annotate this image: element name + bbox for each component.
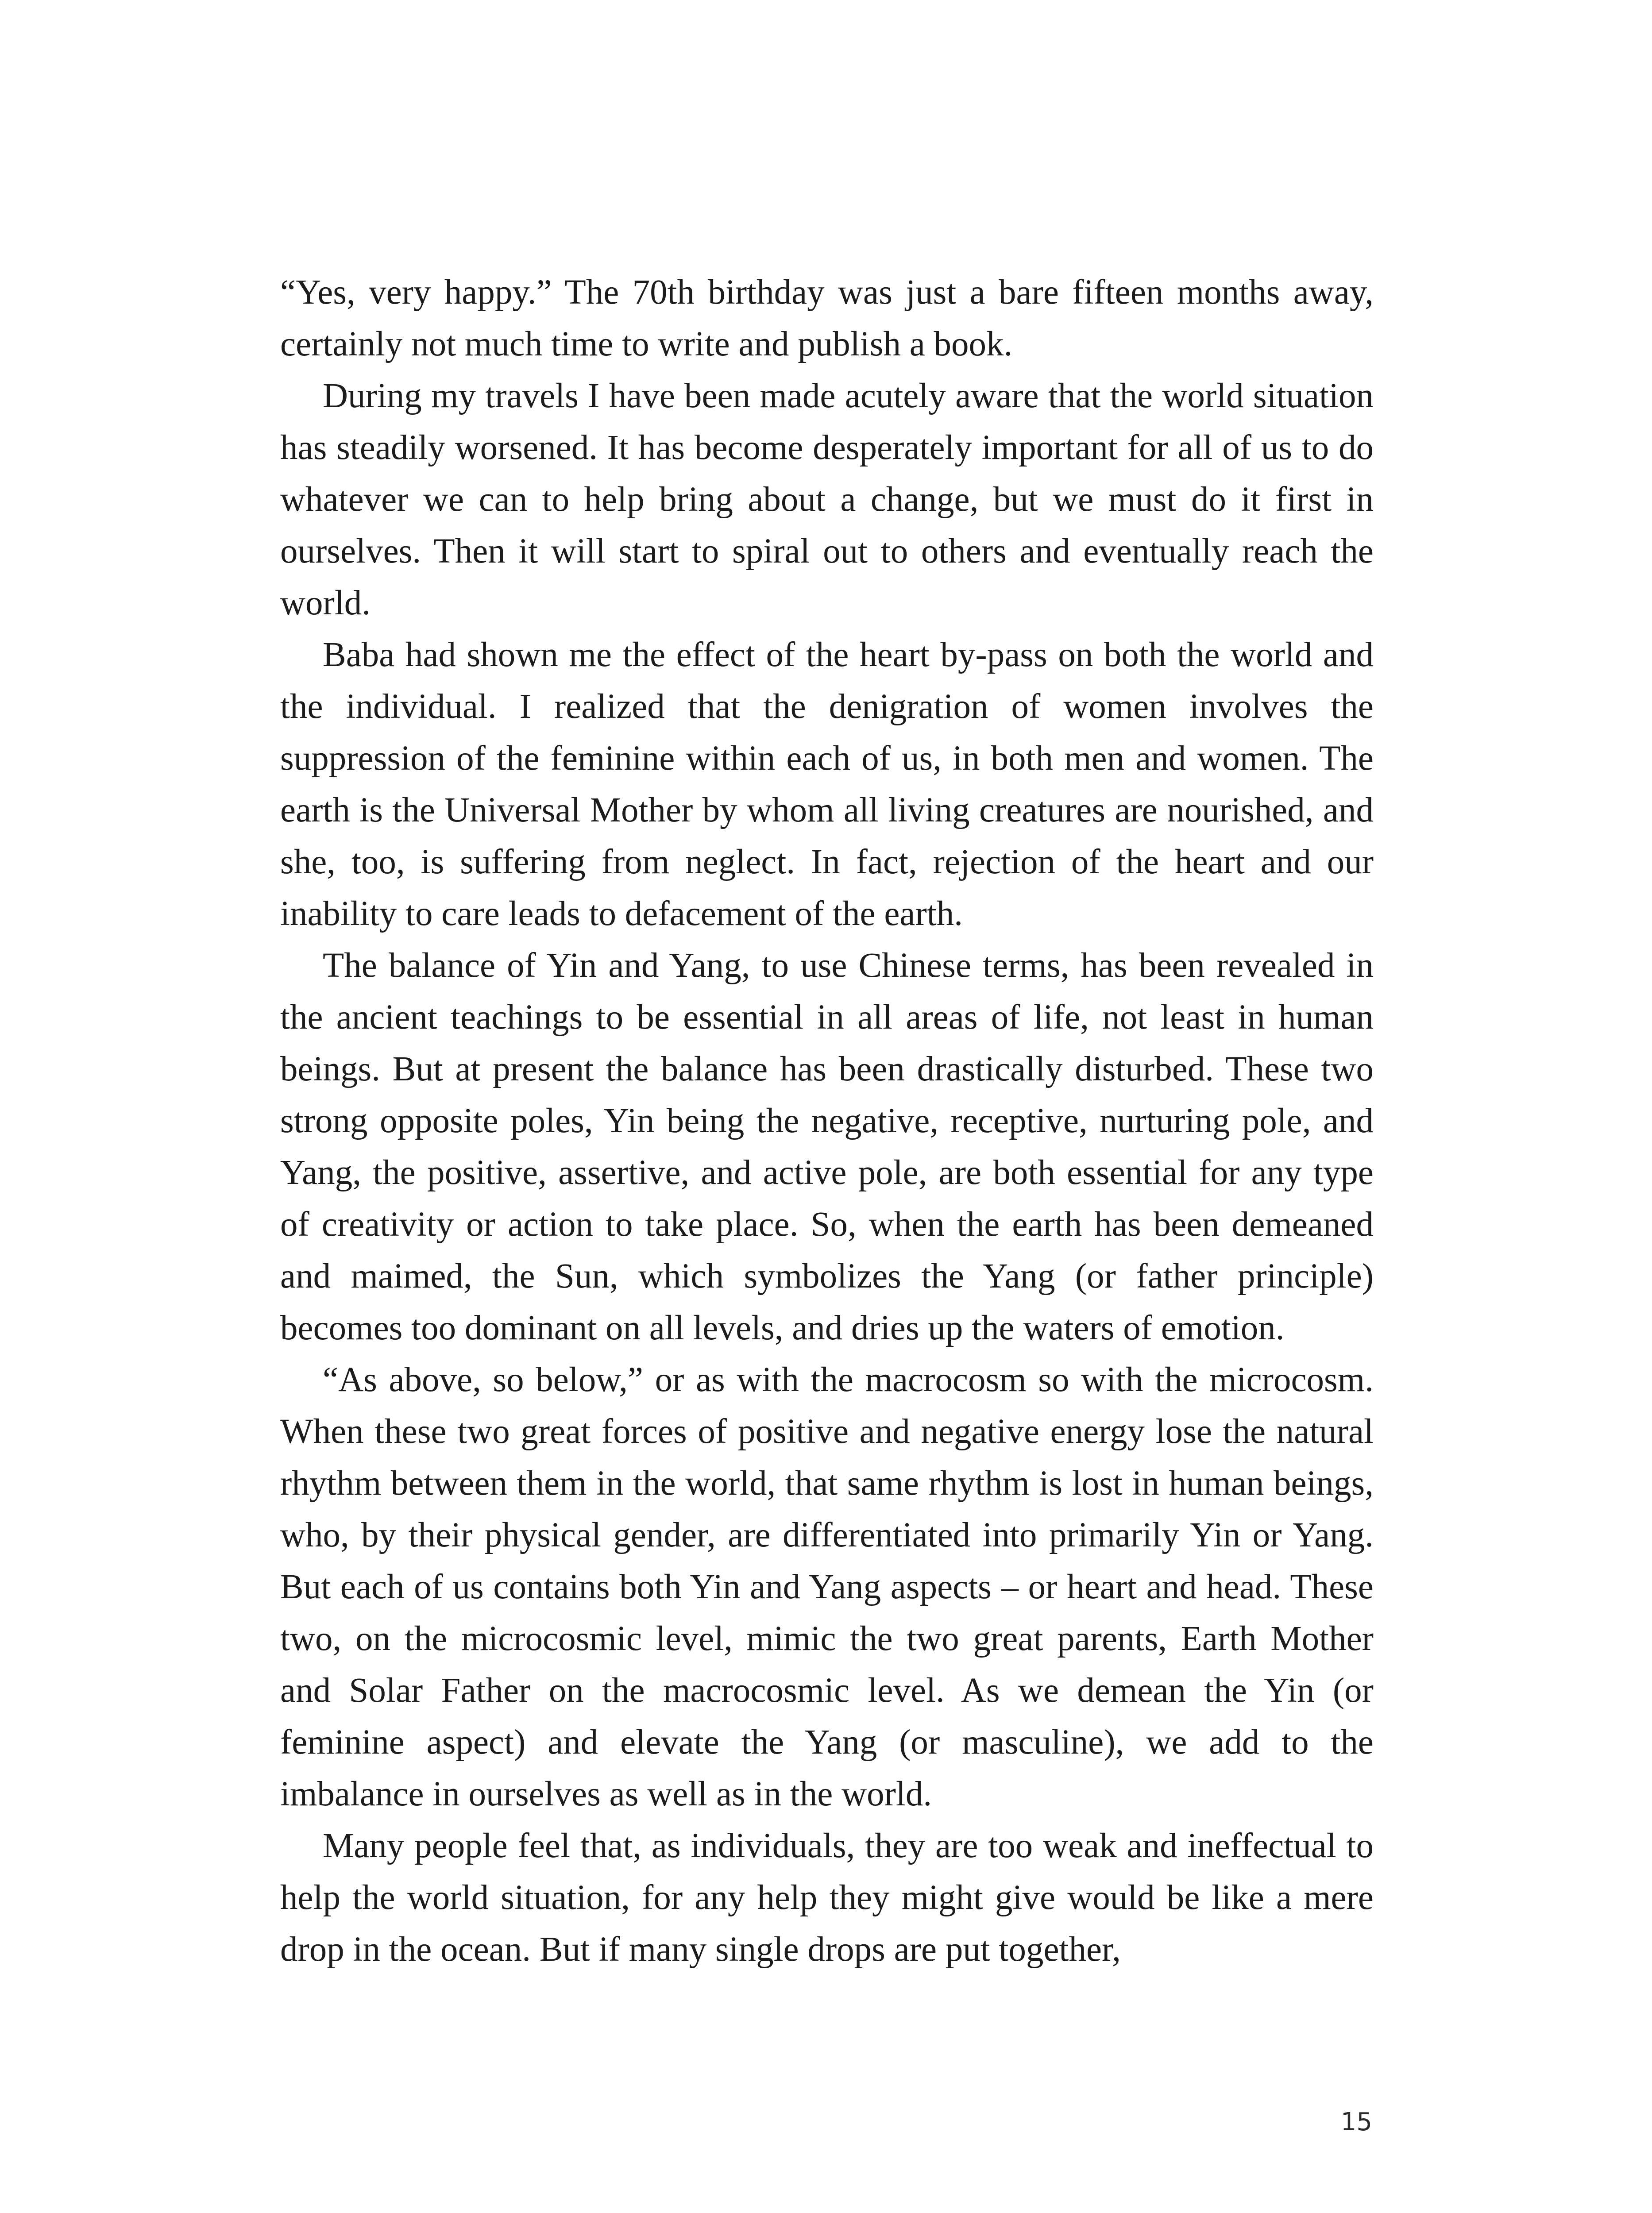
paragraph-4: The balance of Yin and Yang, to use Chinese terms, has been revealed in the ancient teachings to be essential in all areas of life, not least in human beings. But at present the balance has been drastically disturbed. These two strong opposite poles, Yin being the negative, receptive, nurturing pole, and Yang, the positive, assertive, and active pole, are both essential for any type of creativity or action to take place. So, when the earth has been demeaned and maimed, the Sun, which symbolizes the Yang (or father principle) becomes too dominant on all levels, and dries up the waters of emotion. (280, 946, 1374, 1347)
paragraph-2: During my travels I have been made acutely aware that the world situation has steadily worsened. It has become desperately important for all of us to do whatever we can to help bring about a change, but we must do it first in ourselves. Then it will start to spiral out to others and eventually reach the world. (280, 377, 1374, 622)
page-number: 15 (1340, 2108, 1372, 2136)
paragraph-1: “Yes, very happy.” The 70th birthday was just a bare fifteen months away, certainly not much time to write and publish a book. (280, 273, 1374, 363)
paragraph-6: Many people feel that, as individuals, they are too weak and ineffectual to help the world situation, for any help they might give would be like a mere drop in the ocean. But if many single drops are put together, (280, 1827, 1374, 1969)
paragraph-3: Baba had shown me the effect of the heart by-pass on both the world and the individual. I realized that the denigration of women involves the suppression of the feminine within each of us, in both men and women. The earth is the Universal Mother by whom all living creatures are nourished, and she, too, is suffering from neglect. In fact, rejection of the heart and our inability to care leads to defacement of the earth. (280, 636, 1374, 933)
paragraph-5: “As above, so below,” or as with the macrocosm so with the microcosm. When these two great forces of positive and negative energy lose the natural rhythm between them in the world, that same rhythm is lost in human beings, who, by their physical gender, are differentiated into primarily Yin or Yang. But each of us contains both Yin and Yang aspects – or heart and head. These two, on the microcosmic level, mimic the two great parents, Earth Mother and Solar Father on the macrocosmic level. As we demean the Yin (or feminine aspect) and elevate the Yang (or masculine), we add to the imbalance in ourselves as well as in the world. (280, 1361, 1374, 1813)
body-text (280, 266, 1374, 1975)
